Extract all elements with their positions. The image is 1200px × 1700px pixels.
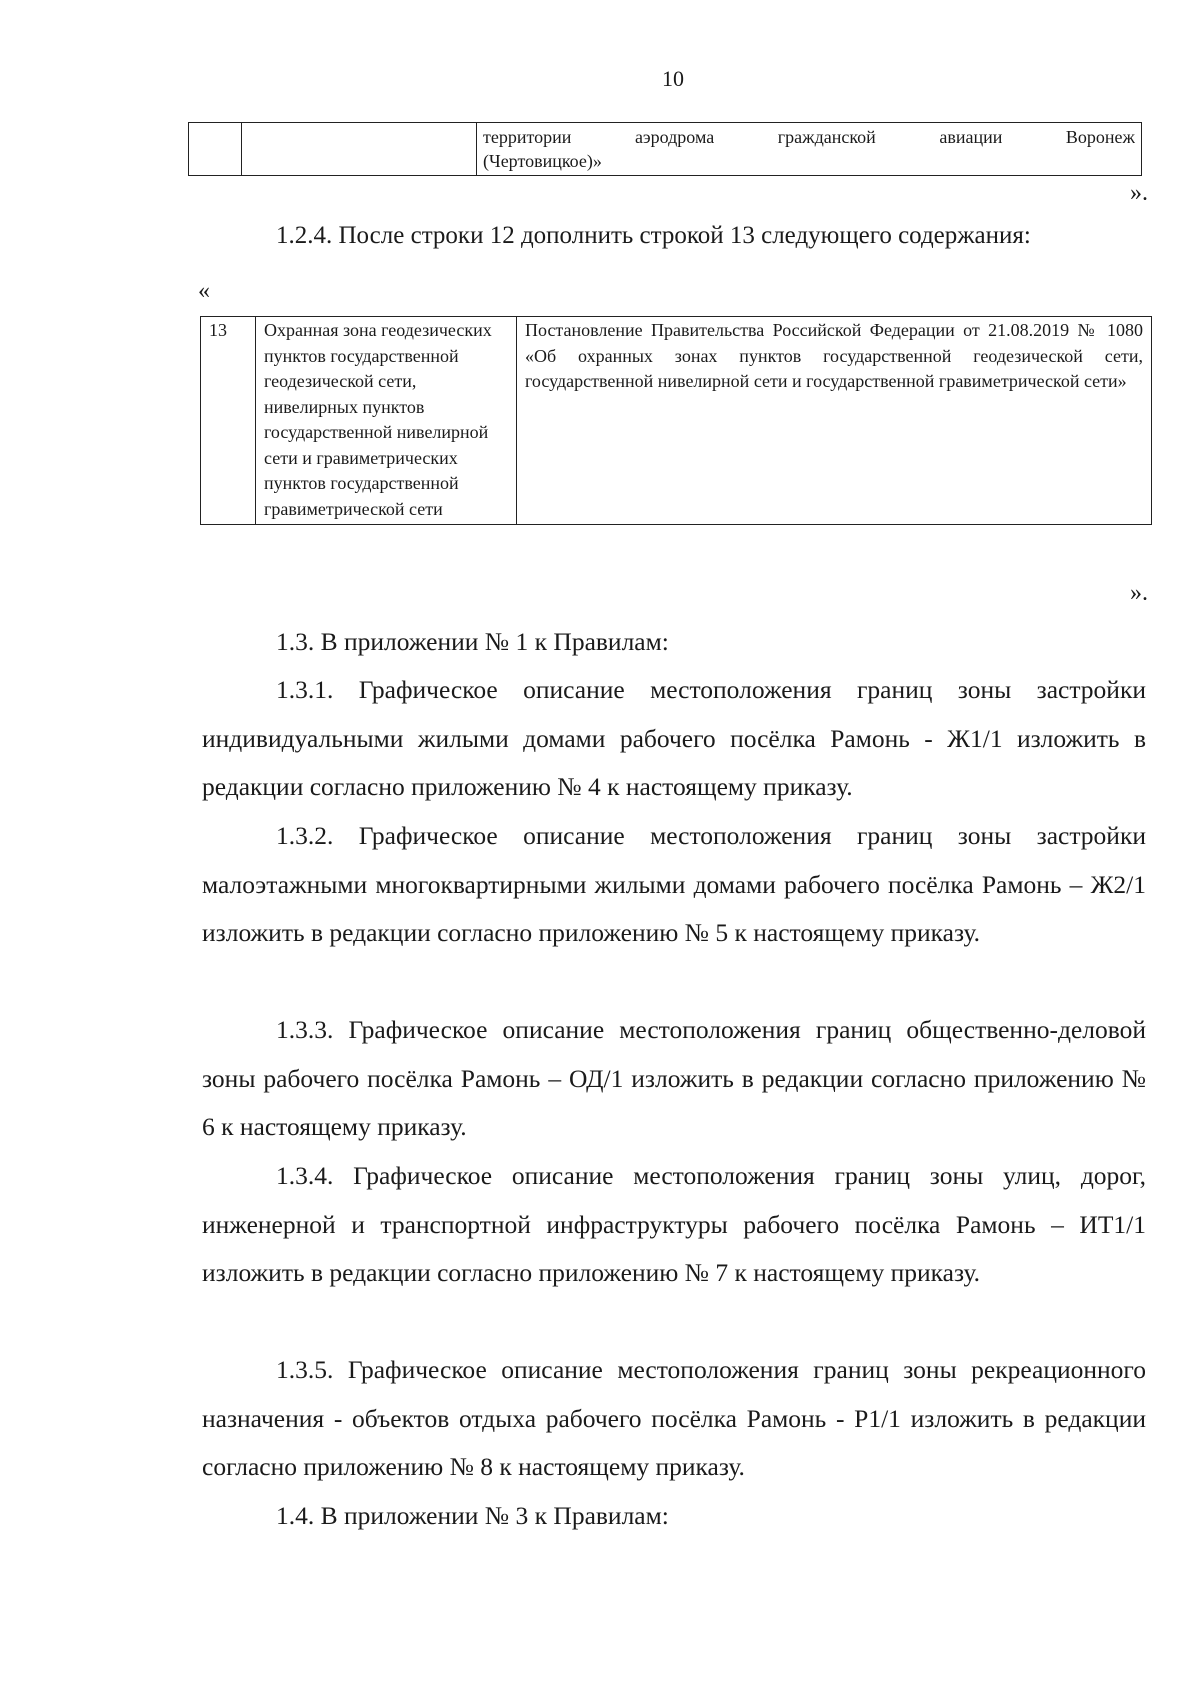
table-row [189,123,1142,176]
paragraph-1-3-5 [202,1346,1146,1492]
act-text-line-2: (Чертовицкое)» [483,151,602,171]
zone-name: Охранная зона геодезических пунктов государственной геодезической сети, нивелирных пунктов государственной нивелирной сети и гравиметрических пунктов государственной гравиметрической сети [256,317,517,525]
table-cell-name [242,123,477,176]
paragraph-text: 1.4. В приложении № 3 к Правилам: [276,1501,669,1530]
opening-quote: « [198,278,210,304]
table-cell-number [189,123,242,176]
paragraph-text: 1.3.3. Графическое описание местоположения границ общественно-деловой зоны рабочего посёлка Рамонь – ОД/1 изложить в редакции согласно приложению № 6 к настоящему приказу. [202,1015,1146,1141]
row-number: 13 [201,317,256,525]
inserted-row-table [200,316,1152,525]
continuation-table [188,122,1142,176]
table-cell-act [477,123,1142,176]
page-number: 10 [662,66,684,91]
paragraph-1-4 [202,1492,1146,1541]
paragraph-text: 1.3.2. Графическое описание местоположения границ зоны застройки малоэтажными многоквартирными жилыми домами рабочего посёлка Рамонь – Ж2/1 изложить в редакции согласно приложению № 5 к настоящему приказу. [202,821,1146,947]
paragraph-1-3-3 [202,1006,1146,1152]
closing-quote: ». [1130,180,1148,206]
paragraph-1-3-4 [202,1152,1146,1298]
paragraph-1-3-1 [202,666,1146,812]
legal-act: Постановление Правительства Российской Федерации от 21.08.2019 № 1080 «Об охранных зонах пунктов государственной геодезической сети, государственной нивелирной сети и государственной гравиметрической сети» [517,317,1152,525]
closing-quote: ». [1130,580,1148,606]
paragraph-1-3 [202,618,1146,667]
act-text-line-1: территории аэродрома гражданской авиации Воронеж [483,127,1135,147]
paragraph-1-2-4: 1.2.4. После строки 12 дополнить строкой 13 следующего содержания: [276,222,1031,249]
paragraph-1-3-2 [202,812,1146,958]
paragraph-text: 1.3.5. Графическое описание местоположения границ зоны рекреационного назначения - объектов отдыха рабочего посёлка Рамонь - Р1/1 изложить в редакции согласно приложению № 8 к настоящему приказу. [202,1355,1146,1481]
table-row [201,317,1152,525]
paragraph-text: 1.3.1. Графическое описание местоположения границ зоны застройки индивидуальными жилыми домами рабочего посёлка Рамонь - Ж1/1 изложить в редакции согласно приложению № 4 к настоящему приказу. [202,675,1146,801]
paragraph-text: 1.3. В приложении № 1 к Правилам: [276,627,669,656]
paragraph-text: 1.3.4. Графическое описание местоположения границ зоны улиц, дорог, инженерной и транспортной инфраструктуры рабочего посёлка Рамонь – ИТ1/1 изложить в редакции согласно приложению № 7 к настоящему приказу. [202,1161,1146,1287]
